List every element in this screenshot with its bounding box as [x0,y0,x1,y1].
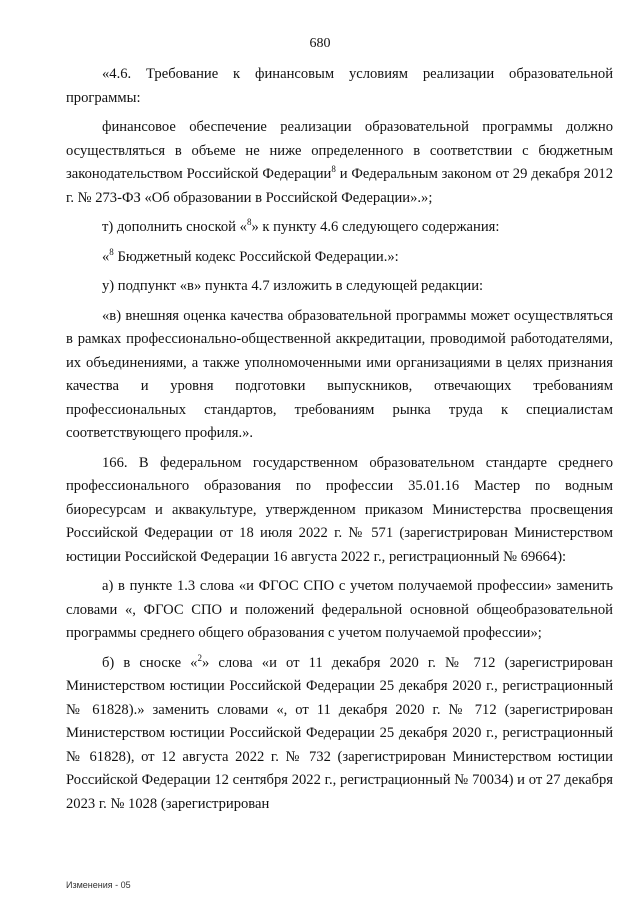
paragraph-text: а) в пункте 1.3 слова «и ФГОС СПО с учетом получаемой профессии» заменить словами «, ФГОС СПО и положений федеральной основной общеобразовательной программы среднего общего образования с учетом получаемой профессии»; [66,578,613,641]
paragraph-text: « [102,248,110,265]
footnote-ref: 8 [331,164,336,175]
paragraph-financing [66,116,613,210]
paragraph-text: «4.6. Требование к финансовым условиям реализации образовательной программы: [66,66,613,106]
paragraph-tail: » слова «и от 11 декабря 2020 г. № 712 (зарегистрирован Министерством юстиции Российской Федерации 25 декабря 2020 г., регистрационный № 61828).» заменить словами «, от 11 декабря 2020 г. № 712 (зарегистрирован Министерством юстиции Российской Федерации 25 декабря 2020 г., регистрационный № 61828), от 12 августа 2022 г. № 732 (зарегистрирован Министерством юстиции Российской Федерации 12 сентября 2022 г., регистрационный № 70034) и от 27 декабря 2023 г. № 1028 (зарегистрирован [66,654,613,812]
paragraph-text: т) дополнить сноской « [102,219,247,235]
paragraph-item-u [66,275,613,299]
paragraph-text: б) в сноске « [102,654,198,671]
paragraph-item-a [66,575,613,646]
paragraph-166 [66,452,613,570]
paragraph-item-v [66,305,613,446]
paragraph-text: «в) внешняя оценка качества образовательной программы может осуществляться в рамках профессионально-общественной аккредитации, проводимой работодателями, их объединениями, а также уполномоченными ими организациями в целях признания качества и уровня подготовки выпускников, отвечающих требованиям профессиональных стандартов, требованиям рынка труда к специалистам соответствующего профиля.». [66,307,613,441]
paragraph-text: финансовое обеспечение реализации образовательной программы должно осуществляться в объеме не ниже определенного в соответствии с бюджетным законодательством Российской Федерации [66,119,613,182]
paragraph-text: 166. В федеральном государственном образовательном стандарте среднего профессионального образования по профессии 35.01.16 Мастер по водным биоресурсам и аквакультуре, утвержденном приказом Министерства просвещения Российской Федерации от 18 июля 2022 г. № 571 (зарегистрирован Министерством юстиции Российской Федерации 16 августа 2022 г., регистрационный № 69664): [66,454,613,565]
document-body [66,63,613,822]
paragraph-text: у) подпункт «в» пункта 4.7 изложить в следующей редакции: [102,278,484,294]
paragraph-footnote-8 [66,246,613,270]
paragraph-4-6-heading [66,63,613,110]
page-footer: Изменения - 05 [66,880,131,890]
paragraph-item-b [66,652,613,817]
paragraph-tail: и Федеральным законом от 29 декабря 2012 г. № 273-ФЗ «Об образовании в Российской Федерации».»; [66,166,613,206]
paragraph-tail: » к пункту 4.6 следующего содержания: [251,219,500,235]
footnote-ref: 8 [246,217,252,228]
paragraph-item-t [66,216,613,240]
footnote-ref: 2 [197,652,202,663]
page-number: 680 [309,36,331,51]
paragraph-tail: Бюджетный кодекс Российской Федерации.»: [113,248,399,265]
footnote-ref: 8 [109,246,114,257]
